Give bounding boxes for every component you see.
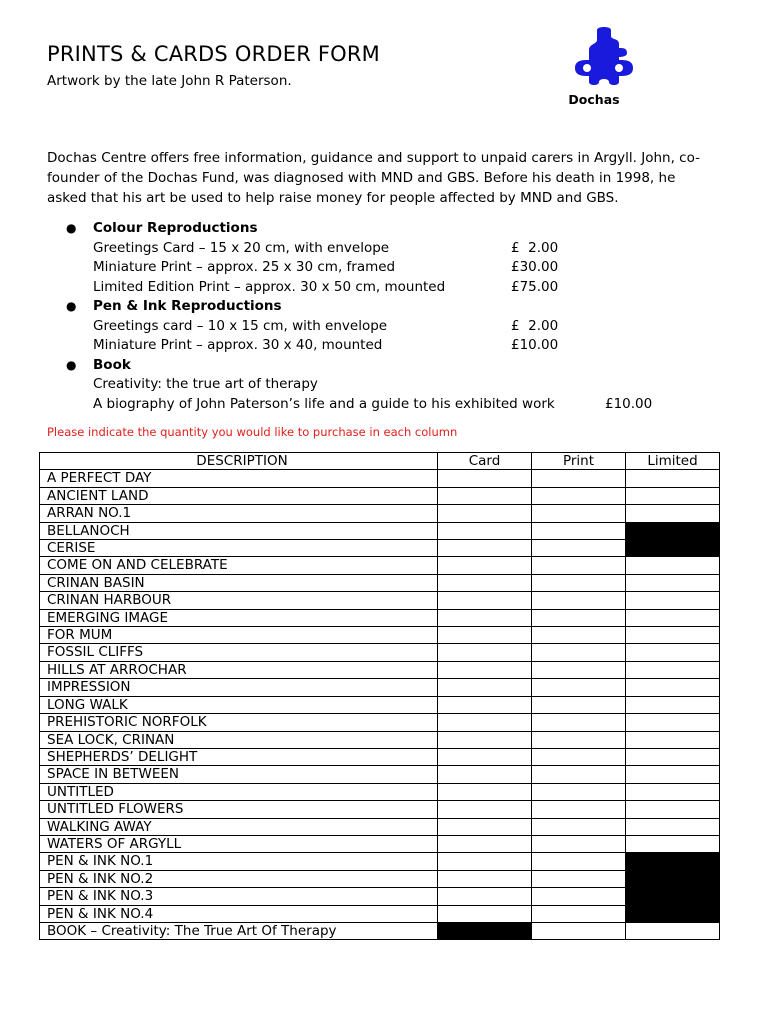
artwork-name: HILLS AT ARROCHAR	[40, 661, 438, 678]
limited-quantity-cell[interactable]	[626, 661, 720, 678]
column-header-print: Print	[532, 453, 626, 470]
limited-quantity-cell[interactable]	[626, 696, 720, 713]
artwork-name: BELLANOCH	[40, 522, 438, 539]
product-label: Limited Edition Print – approx. 30 x 50 cm, mounted	[93, 278, 446, 295]
list-item	[47, 239, 687, 259]
limited-quantity-cell[interactable]	[626, 766, 720, 783]
order-table	[39, 452, 720, 940]
print-quantity-cell[interactable]	[532, 557, 626, 574]
bullet-icon: ●	[66, 357, 77, 372]
product-price: £ 2.00	[511, 317, 559, 334]
limited-quantity-cell[interactable]	[626, 679, 720, 696]
limited-quantity-cell[interactable]	[626, 714, 720, 731]
table-row	[40, 505, 720, 522]
product-price: £ 2.00	[511, 239, 559, 256]
section-heading: Book	[93, 356, 131, 373]
card-quantity-cell[interactable]	[438, 905, 532, 922]
puzzle-piece-icon	[575, 26, 633, 88]
dochas-logo	[565, 26, 635, 111]
table-row	[40, 870, 720, 887]
limited-quantity-cell[interactable]	[626, 644, 720, 661]
print-quantity-cell[interactable]	[532, 644, 626, 661]
artwork-name: PEN & INK NO.3	[40, 888, 438, 905]
table-row	[40, 766, 720, 783]
print-quantity-cell[interactable]	[532, 696, 626, 713]
card-quantity-cell[interactable]	[438, 661, 532, 678]
bullet-icon: ●	[66, 221, 77, 235]
artwork-name: COME ON AND CELEBRATE	[40, 557, 438, 574]
print-quantity-cell[interactable]	[532, 870, 626, 887]
quantity-instruction: Please indicate the quantity you would like to purchase in each column	[47, 425, 458, 439]
artwork-name: PEN & INK NO.1	[40, 853, 438, 870]
book-title: Creativity: the true art of therapy	[93, 376, 318, 392]
table-row	[40, 888, 720, 905]
print-quantity-cell[interactable]	[532, 487, 626, 504]
card-quantity-cell[interactable]	[438, 522, 532, 539]
print-quantity-cell[interactable]	[532, 888, 626, 905]
artwork-name: SHEPHERDS’ DELIGHT	[40, 748, 438, 765]
card-quantity-cell[interactable]	[438, 505, 532, 522]
limited-quantity-cell[interactable]	[626, 470, 720, 487]
table-row	[40, 696, 720, 713]
limited-quantity-cell[interactable]	[626, 818, 720, 835]
limited-quantity-cell[interactable]	[626, 748, 720, 765]
card-quantity-cell[interactable]	[438, 557, 532, 574]
print-quantity-cell[interactable]	[532, 748, 626, 765]
print-quantity-cell[interactable]	[532, 679, 626, 696]
book-description: A biography of John Paterson’s life and a guide to his exhibited work	[93, 395, 555, 412]
product-label: Greetings Card – 15 x 20 cm, with envelope	[93, 239, 390, 256]
intro-paragraph: Dochas Centre offers free information, guidance and support to unpaid carers in Argyll. John, co-founder of the Dochas Fund, was diagnosed with MND and GBS. Before his death in 1998, he asked that his art be used to help raise money for people affected by MND and GBS.	[47, 150, 700, 206]
print-quantity-cell[interactable]	[532, 522, 626, 539]
table-row	[40, 835, 720, 852]
card-quantity-cell[interactable]	[438, 853, 532, 870]
card-quantity-cell[interactable]	[438, 679, 532, 696]
artwork-name: ANCIENT LAND	[40, 487, 438, 504]
section-heading: Pen & Ink Reproductions	[93, 298, 282, 314]
limited-quantity-cell[interactable]	[626, 627, 720, 644]
card-quantity-cell[interactable]	[438, 748, 532, 765]
card-quantity-cell[interactable]	[438, 627, 532, 644]
card-unavailable-cell	[438, 922, 532, 939]
table-row	[40, 731, 720, 748]
print-quantity-cell[interactable]	[532, 627, 626, 644]
limited-quantity-cell[interactable]	[626, 505, 720, 522]
artwork-name: PEN & INK NO.4	[40, 905, 438, 922]
column-header-description: DESCRIPTION	[40, 453, 438, 470]
artwork-name: UNTITLED	[40, 783, 438, 800]
limited-quantity-cell[interactable]	[626, 557, 720, 574]
page-subtitle: Artwork by the late John R Paterson.	[47, 73, 292, 89]
limited-quantity-cell[interactable]	[626, 731, 720, 748]
artwork-name: BOOK – Creativity: The True Art Of Therapy	[40, 922, 438, 939]
list-item	[47, 297, 687, 317]
artwork-name: EMERGING IMAGE	[40, 609, 438, 626]
product-price: £10.00	[511, 337, 559, 353]
print-quantity-cell[interactable]	[532, 661, 626, 678]
limited-unavailable-cell	[626, 540, 720, 557]
table-row	[40, 470, 720, 487]
artwork-name: CRINAN HARBOUR	[40, 592, 438, 609]
table-header-row	[40, 453, 720, 470]
artwork-name: PREHISTORIC NORFOLK	[40, 714, 438, 731]
print-quantity-cell[interactable]	[532, 731, 626, 748]
card-quantity-cell[interactable]	[438, 696, 532, 713]
list-item	[47, 258, 687, 278]
table-row	[40, 801, 720, 818]
list-item	[47, 219, 687, 239]
product-list	[47, 219, 687, 414]
table-row	[40, 714, 720, 731]
table-row	[40, 540, 720, 557]
artwork-name: CERISE	[40, 540, 438, 557]
card-quantity-cell[interactable]	[438, 818, 532, 835]
product-price: £10.00	[605, 395, 653, 412]
card-quantity-cell[interactable]	[438, 888, 532, 905]
section-heading: Colour Reproductions	[93, 220, 258, 236]
column-header-limited: Limited	[626, 453, 720, 470]
limited-quantity-cell[interactable]	[626, 574, 720, 591]
table-row	[40, 818, 720, 835]
artwork-name: WATERS OF ARGYLL	[40, 835, 438, 852]
table-row	[40, 905, 720, 922]
page-title: PRINTS & CARDS ORDER FORM	[47, 42, 380, 66]
card-quantity-cell[interactable]	[438, 609, 532, 626]
table-row	[40, 679, 720, 696]
card-quantity-cell[interactable]	[438, 870, 532, 887]
product-price: £30.00	[511, 259, 559, 275]
card-quantity-cell[interactable]	[438, 574, 532, 591]
card-quantity-cell[interactable]	[438, 783, 532, 800]
print-quantity-cell[interactable]	[532, 540, 626, 557]
list-item	[47, 375, 687, 395]
card-quantity-cell[interactable]	[438, 731, 532, 748]
card-quantity-cell[interactable]	[438, 766, 532, 783]
limited-unavailable-cell	[626, 905, 720, 922]
limited-unavailable-cell	[626, 888, 720, 905]
card-quantity-cell[interactable]	[438, 835, 532, 852]
logo-text: Dochas	[568, 92, 620, 107]
print-quantity-cell[interactable]	[532, 592, 626, 609]
table-row	[40, 522, 720, 539]
artwork-name: CRINAN BASIN	[40, 574, 438, 591]
card-quantity-cell[interactable]	[438, 592, 532, 609]
artwork-name: FOR MUM	[40, 627, 438, 644]
limited-quantity-cell[interactable]	[626, 609, 720, 626]
artwork-name: UNTITLED FLOWERS	[40, 801, 438, 818]
limited-unavailable-cell	[626, 522, 720, 539]
print-quantity-cell[interactable]	[532, 818, 626, 835]
limited-quantity-cell[interactable]	[626, 922, 720, 939]
card-quantity-cell[interactable]	[438, 540, 532, 557]
card-quantity-cell[interactable]	[438, 644, 532, 661]
artwork-name: SEA LOCK, CRINAN	[40, 731, 438, 748]
print-quantity-cell[interactable]	[532, 835, 626, 852]
list-item	[47, 395, 687, 415]
print-quantity-cell[interactable]	[532, 783, 626, 800]
print-quantity-cell[interactable]	[532, 905, 626, 922]
product-price: £75.00	[511, 278, 559, 295]
table-row	[40, 574, 720, 591]
table-row	[40, 557, 720, 574]
artwork-name: PEN & INK NO.2	[40, 870, 438, 887]
artwork-name: A PERFECT DAY	[40, 470, 438, 487]
artwork-name: WALKING AWAY	[40, 818, 438, 835]
artwork-name: IMPRESSION	[40, 679, 438, 696]
artwork-name: SPACE IN BETWEEN	[40, 766, 438, 783]
list-item	[47, 317, 687, 337]
table-row	[40, 609, 720, 626]
print-quantity-cell[interactable]	[532, 714, 626, 731]
bullet-icon: ●	[66, 299, 77, 313]
card-quantity-cell[interactable]	[438, 470, 532, 487]
limited-quantity-cell[interactable]	[626, 592, 720, 609]
product-label: Miniature Print – approx. 25 x 30 cm, framed	[93, 259, 396, 275]
list-item	[47, 278, 687, 298]
print-quantity-cell[interactable]	[532, 922, 626, 939]
table-row	[40, 487, 720, 504]
print-quantity-cell[interactable]	[532, 505, 626, 522]
product-label: Miniature Print – approx. 30 x 40, mounted	[93, 337, 383, 353]
limited-unavailable-cell	[626, 853, 720, 870]
table-row	[40, 783, 720, 800]
card-quantity-cell[interactable]	[438, 801, 532, 818]
limited-unavailable-cell	[626, 870, 720, 887]
table-row	[40, 592, 720, 609]
table-row	[40, 748, 720, 765]
product-label: Greetings card – 10 x 15 cm, with envelope	[93, 317, 388, 334]
card-quantity-cell[interactable]	[438, 714, 532, 731]
list-item	[47, 356, 687, 376]
table-row	[40, 644, 720, 661]
limited-quantity-cell[interactable]	[626, 783, 720, 800]
print-quantity-cell[interactable]	[532, 853, 626, 870]
print-quantity-cell[interactable]	[532, 574, 626, 591]
table-row	[40, 922, 720, 939]
artwork-name: FOSSIL CLIFFS	[40, 644, 438, 661]
list-item	[47, 336, 687, 356]
artwork-name: ARRAN NO.1	[40, 505, 438, 522]
limited-quantity-cell[interactable]	[626, 801, 720, 818]
limited-quantity-cell[interactable]	[626, 487, 720, 504]
column-header-card: Card	[438, 453, 532, 470]
table-row	[40, 853, 720, 870]
print-quantity-cell[interactable]	[532, 470, 626, 487]
print-quantity-cell[interactable]	[532, 766, 626, 783]
print-quantity-cell[interactable]	[532, 609, 626, 626]
table-row	[40, 627, 720, 644]
table-row	[40, 661, 720, 678]
artwork-name: LONG WALK	[40, 696, 438, 713]
print-quantity-cell[interactable]	[532, 801, 626, 818]
card-quantity-cell[interactable]	[438, 487, 532, 504]
limited-quantity-cell[interactable]	[626, 835, 720, 852]
